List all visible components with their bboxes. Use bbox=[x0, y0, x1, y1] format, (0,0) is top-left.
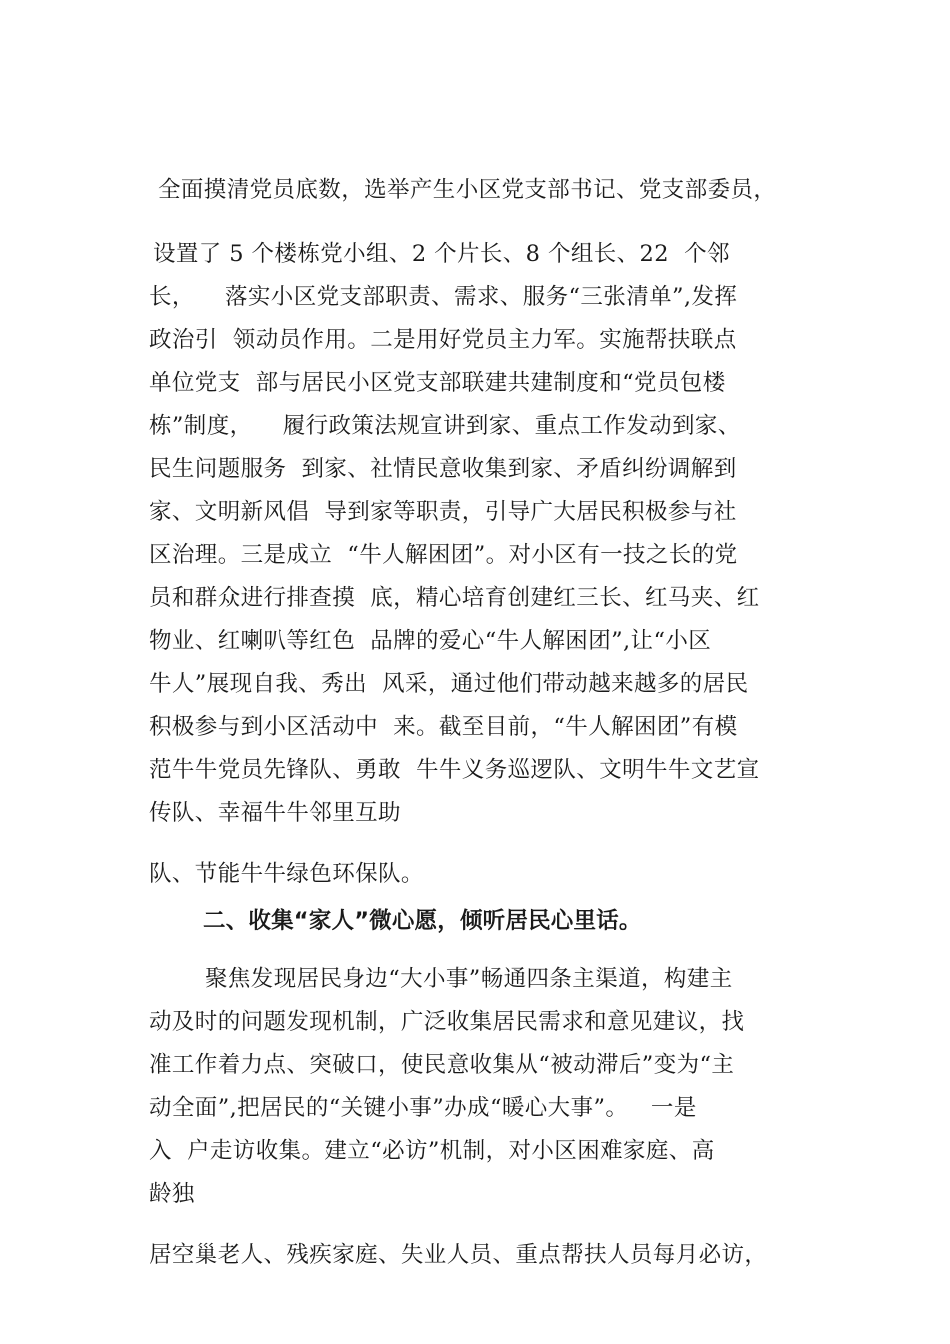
body-line: 栋”制度， 履行政策法规宣讲到家、重点工作发动到家、 bbox=[149, 413, 741, 439]
section-heading: 二、收集“家人”微心愿，倾听居民心里话。 bbox=[203, 908, 642, 934]
body-line: 民生问题服务 到家、社情民意收集到家、矛盾纠纷调解到 bbox=[149, 456, 737, 482]
body-line: 动全面”,把居民的“关键小事”办成“暖心大事”。 一是 bbox=[149, 1095, 697, 1121]
body-line: 单位党支 部与居民小区党支部联建共建制度和“党员包楼 bbox=[149, 370, 726, 396]
body-line: 全面摸清党员底数，选举产生小区党支部书记、党支部委员， bbox=[158, 177, 777, 203]
body-line: 物业、红喇叭等红色 品牌的爱心“牛人解困团”,让“小区 bbox=[149, 628, 712, 654]
body-line: 员和群众进行排查摸 底，精心培育创建红三长、红马夹、红 bbox=[149, 585, 760, 611]
body-line: 聚焦发现居民身边“大小事”畅通四条主渠道，构建主 bbox=[205, 966, 733, 992]
body-line: 家、文明新风倡 导到家等职责，引导广大居民积极参与社 bbox=[149, 499, 737, 525]
body-line: 设置了 5 个楼栋党小组、2 个片长、8 个组长、22 个邻 bbox=[153, 241, 730, 267]
body-line: 长， 落实小区党支部职责、需求、服务“三张清单”,发挥 bbox=[149, 284, 738, 310]
body-line: 传队、幸福牛牛邻里互助 bbox=[149, 800, 401, 826]
body-line: 范牛牛党员先锋队、勇敢 牛牛义务巡逻队、文明牛牛文艺宣 bbox=[149, 757, 760, 783]
body-line: 居空巢老人、残疾家庭、失业人员、重点帮扶人员每月必访， bbox=[149, 1242, 768, 1268]
body-line: 积极参与到小区活动中 来。截至目前，“牛人解困团”有模 bbox=[149, 714, 738, 740]
body-line: 入 户走访收集。建立“必访”机制，对小区困难家庭、高 bbox=[149, 1138, 715, 1164]
body-line: 政治引 领动员作用。二是用好党员主力军。实施帮扶联点 bbox=[149, 327, 737, 353]
body-line: 队、节能牛牛绿色环保队。 bbox=[149, 861, 424, 887]
body-line: 牛人”展现自我、秀出 风采，通过他们带动越来越多的居民 bbox=[149, 671, 749, 697]
body-line: 龄独 bbox=[149, 1181, 195, 1207]
body-line: 准工作着力点、突破口，使民意收集从“被动滞后”变为“主 bbox=[149, 1052, 735, 1078]
body-line: 动及时的问题发现机制，广泛收集居民需求和意见建议，找 bbox=[149, 1009, 745, 1035]
body-line: 区治理。三是成立 “牛人解困团”。对小区有一技之长的党 bbox=[149, 542, 738, 568]
